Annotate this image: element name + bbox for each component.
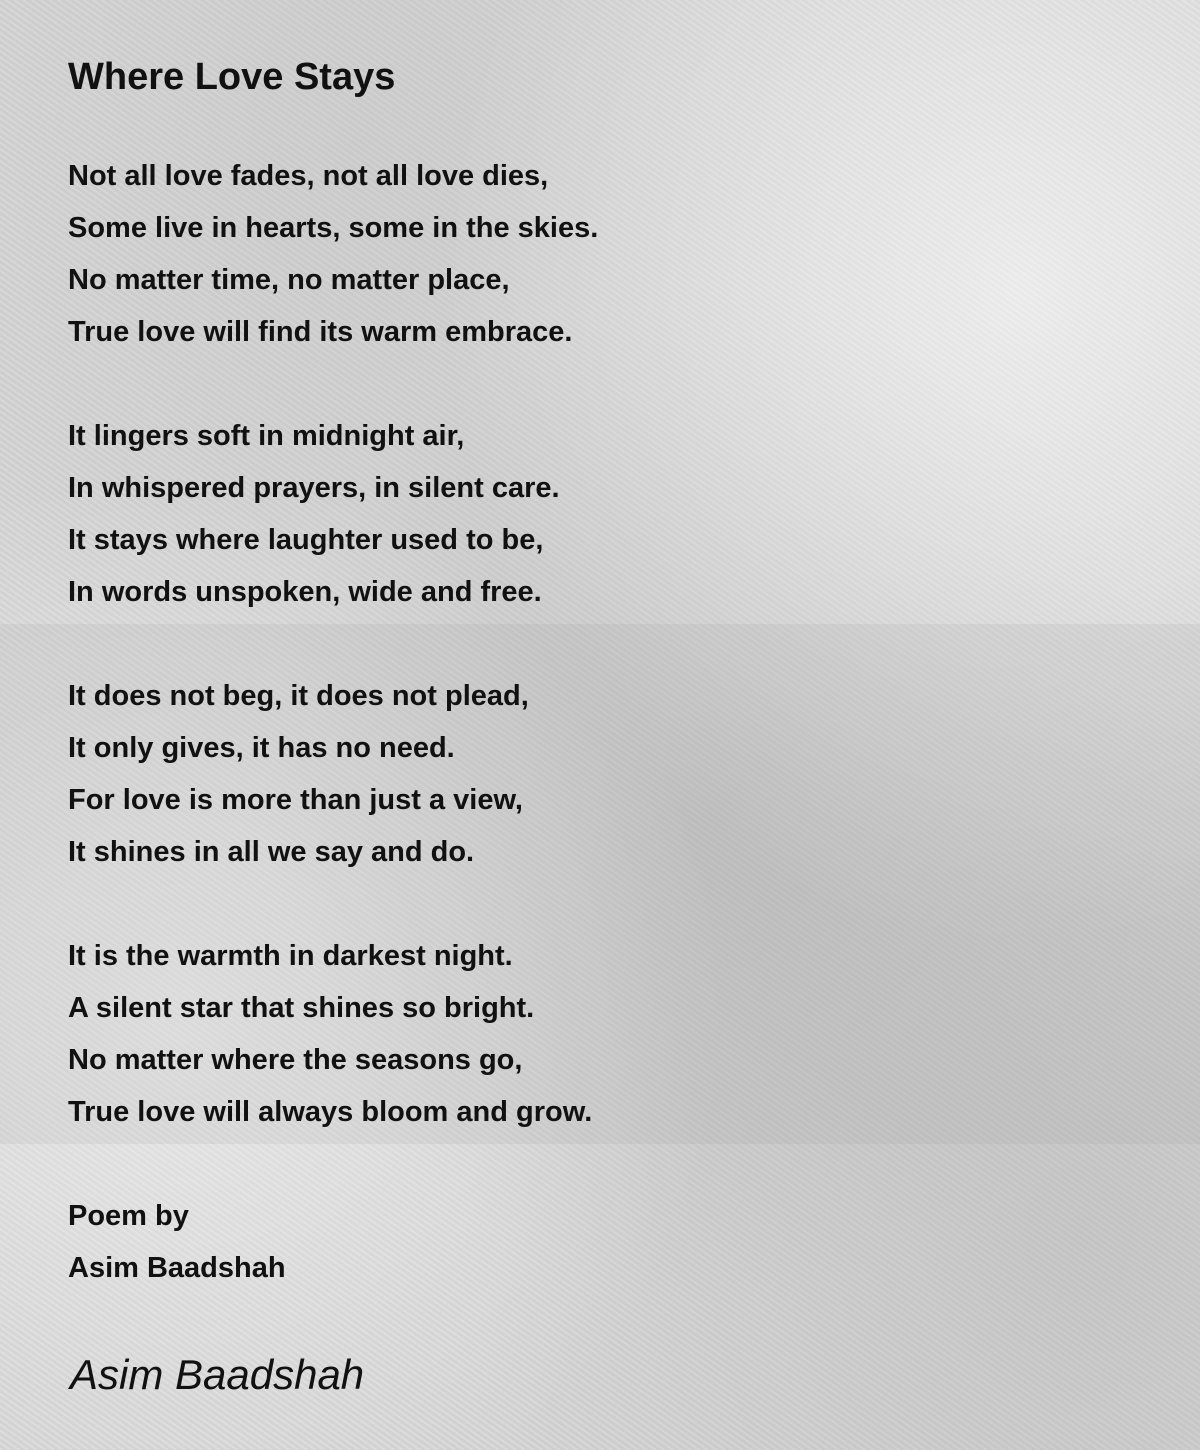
author-signature: Asim Baadshah bbox=[70, 1351, 365, 1398]
poem-line: In whispered prayers, in silent care. bbox=[68, 472, 560, 504]
poem-line: No matter time, no matter place, bbox=[68, 264, 510, 296]
poem-line: For love is more than just a view, bbox=[68, 784, 523, 816]
stanza-3 bbox=[68, 670, 598, 878]
stanza-2 bbox=[68, 410, 598, 618]
poem-line: It shines in all we say and do. bbox=[68, 836, 475, 868]
poem-line: No matter where the seasons go, bbox=[68, 1044, 523, 1076]
poem-line: Some live in hearts, some in the skies. bbox=[68, 212, 599, 244]
poem-line: It does not beg, it does not plead, bbox=[68, 680, 529, 712]
byline bbox=[68, 1190, 286, 1294]
poem-line: It stays where laughter used to be, bbox=[68, 524, 544, 556]
stanza-1 bbox=[68, 150, 598, 358]
stanza-4 bbox=[68, 930, 598, 1138]
poem-line: It lingers soft in midnight air, bbox=[68, 420, 465, 452]
poem-body bbox=[68, 150, 598, 1190]
byline-label: Poem by bbox=[68, 1200, 189, 1232]
poem-line: In words unspoken, wide and free. bbox=[68, 576, 542, 608]
poem-line: Not all love fades, not all love dies, bbox=[68, 160, 549, 192]
poem-line: It is the warmth in darkest night. bbox=[68, 940, 513, 972]
poem-line: True love will always bloom and grow. bbox=[68, 1096, 593, 1128]
poem-line: A silent star that shines so bright. bbox=[68, 992, 535, 1024]
poem-line: True love will find its warm embrace. bbox=[68, 316, 573, 348]
author-name: Asim Baadshah bbox=[68, 1252, 286, 1284]
poem-line: It only gives, it has no need. bbox=[68, 732, 455, 764]
poem-title: Where Love Stays bbox=[68, 56, 396, 98]
